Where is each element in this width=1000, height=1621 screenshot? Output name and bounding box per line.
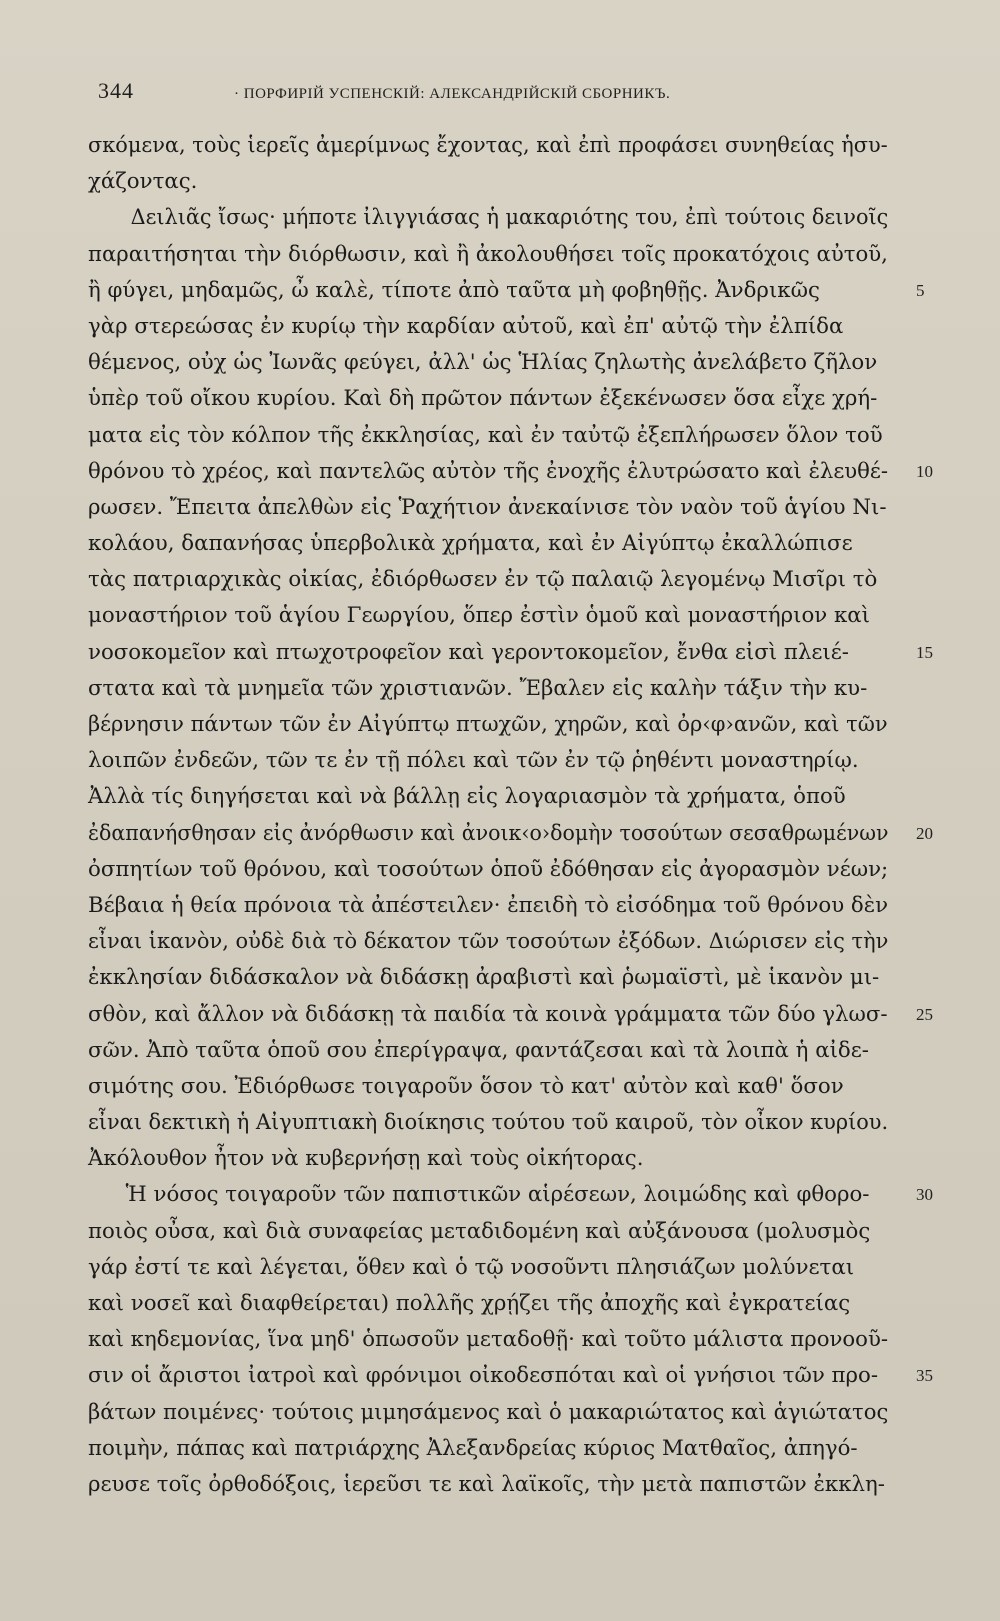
line-text: μοναστήριον τοῦ ἁγίου Γεωργίου, ὅπερ ἐστὶν ὁμοῦ καὶ μοναστήριον καὶ bbox=[88, 603, 871, 629]
text-line bbox=[88, 1467, 896, 1503]
text-line bbox=[88, 779, 896, 815]
line-text: σῶν. Ἀπὸ ταῦτα ὁποῦ σου ἐπερίγραψα, φαντάζεσαι καὶ τὰ λοιπὰ ἡ αἰδε- bbox=[88, 1037, 869, 1063]
line-text: ὑπὲρ τοῦ οἴκου κυρίου. Καὶ δὴ πρῶτον πάντων ἐξεκένωσεν ὅσα εἶχε χρή- bbox=[88, 386, 878, 412]
line-text: ὀσπητίων τοῦ θρόνου, καὶ τοσούτων ὁποῦ ἐδόθησαν εἰς ἀγορασμὸν νέων; bbox=[88, 856, 889, 882]
line-text: παραιτήσηται τὴν διόρθωσιν, καὶ ἢ ἀκολουθήσει τοῖς προκατόχοις αὐτοῦ, bbox=[88, 241, 888, 267]
text-line bbox=[88, 743, 896, 779]
text-line bbox=[88, 490, 896, 526]
line-number: 20 bbox=[916, 823, 933, 843]
text-line bbox=[88, 1033, 896, 1069]
line-text: εἶναι δεκτικὴ ἡ Αἰγυπτιακὴ διοίκησις τούτου τοῦ καιροῦ, τὸν οἶκον κυρίου. bbox=[88, 1110, 889, 1136]
line-text: λοιπῶν ἐνδεῶν, τῶν τε ἐν τῇ πόλει καὶ τῶν ἐν τῷ ῥηθέντι μοναστηρίῳ. bbox=[88, 748, 859, 774]
text-line bbox=[88, 1322, 896, 1358]
line-text: εἶναι ἱκανὸν, οὐδὲ διὰ τὸ δέκατον τῶν τοσούτων ἐξόδων. Διώρισεν εἰς τὴν bbox=[88, 929, 889, 955]
text-line bbox=[88, 237, 896, 273]
text-line bbox=[88, 1395, 896, 1431]
text-line bbox=[88, 1069, 896, 1105]
line-text: σκόμενα, τοὺς ἱερεῖς ἀμερίμνως ἔχοντας, καὶ ἐπὶ προφάσει συνηθείας ἡσυ- bbox=[88, 133, 888, 158]
line-text: Δειλιᾶς ἴσως· μήποτε ἰλιγγιάσας ἡ μακαριότης του, ἐπὶ τούτοις δεινοῖς bbox=[130, 205, 889, 231]
line-text: χάζοντας. bbox=[88, 169, 198, 195]
line-text: ρευσε τοῖς ὀρθοδόξοις, ἱερεῦσι τε καὶ λαϊκοῖς, τὴν μετὰ παπιστῶν ἐκκλη- bbox=[88, 1471, 885, 1497]
line-text: σιν οἱ ἄριστοι ἰατροὶ καὶ φρόνιμοι οἰκοδεσπόται καὶ οἱ γνήσιοι τῶν προ- bbox=[88, 1363, 879, 1389]
text-line bbox=[88, 562, 896, 598]
text-line bbox=[88, 997, 933, 1033]
line-text: γὰρ στερεώσας ἐν κυρίῳ τὴν καρδίαν αὐτοῦ, καὶ ἐπ' αὐτῷ τὴν ἐλπίδα bbox=[88, 313, 844, 339]
text-line bbox=[88, 1431, 896, 1467]
line-text: θρόνου τὸ χρέος, καὶ παντελῶς αὐτὸν τῆς ἐνοχῆς ἐλυτρώσατο καὶ ἐλευθέ- bbox=[88, 458, 889, 484]
text-line bbox=[88, 888, 896, 924]
line-text: στατα καὶ τὰ μνημεῖα τῶν χριστιανῶν. Ἔβαλεν εἰς καλὴν τάξιν τὴν κυ- bbox=[88, 675, 868, 701]
text-line bbox=[88, 816, 933, 852]
line-text: Ἀλλὰ τίς διηγήσεται καὶ νὰ βάλλῃ εἰς λογαριασμὸν τὰ χρήματα, ὁποῦ bbox=[88, 784, 846, 810]
text-line bbox=[88, 128, 896, 164]
line-text: σιμότης σου. Ἐδιόρθωσε τοιγαροῦν ὅσον τὸ κατ' αὐτὸν καὶ καθ' ὅσον bbox=[88, 1073, 844, 1099]
line-number: 25 bbox=[916, 1004, 933, 1024]
text-line bbox=[88, 1358, 933, 1394]
line-text: ἐδαπανήσθησαν εἰς ἀνόρθωσιν καὶ ἀνοικ‹ο›δομὴν τοσούτων σεσαθρωμένων bbox=[88, 820, 889, 846]
text-line bbox=[88, 852, 896, 888]
text-line bbox=[88, 671, 896, 707]
page-header bbox=[98, 74, 878, 114]
text-line bbox=[88, 273, 925, 309]
text-line bbox=[88, 635, 933, 671]
text-line bbox=[88, 418, 896, 454]
text-line bbox=[88, 381, 896, 417]
line-text: καὶ νοσεῖ καὶ διαφθείρεται) πολλῆς χρῄζει τῆς ἀποχῆς καὶ ἐγκρατείας bbox=[88, 1291, 851, 1316]
running-head: · ПОРФИРІЙ УСПЕНСКІЙ: АЛЕКСАНДРІЙСКІЙ СБОРНИКЪ. bbox=[234, 86, 671, 102]
line-number: 10 bbox=[916, 461, 933, 481]
body-text bbox=[88, 128, 933, 1503]
text-line bbox=[88, 1214, 896, 1250]
text-line bbox=[88, 309, 896, 345]
line-text: γάρ ἐστί τε καὶ λέγεται, ὅθεν καὶ ὁ τῷ νοσοῦντι πλησιάζων μολύνεται bbox=[88, 1254, 855, 1280]
line-text: βέρνησιν πάντων τῶν ἐν Αἰγύπτῳ πτωχῶν, χηρῶν, καὶ ὀρ‹φ›ανῶν, καὶ τῶν bbox=[88, 712, 888, 737]
line-text: ἐκκλησίαν διδάσκαλον νὰ διδάσκῃ ἀραβιστὶ καὶ ῥωμαϊστὶ, μὲ ἱκανὸν μι- bbox=[88, 965, 880, 991]
line-text: καὶ κηδεμονίας, ἵνα μηδ' ὁπωσοῦν μεταδοθῇ· καὶ τοῦτο μάλιστα προνοοῦ- bbox=[88, 1327, 889, 1353]
text-line bbox=[88, 345, 896, 381]
line-number: 35 bbox=[916, 1366, 933, 1386]
line-text: Βέβαια ἡ θεία πρόνοια τὰ ἀπέστειλεν· ἐπειδὴ τὸ εἰσόδημα τοῦ θρόνου δὲν bbox=[88, 892, 889, 918]
line-text: τὰς πατριαρχικὰς οἰκίας, ἐδιόρθωσεν ἐν τῷ παλαιῷ λεγομένῳ Μισῖρι τὸ bbox=[88, 567, 878, 593]
text-line bbox=[88, 707, 896, 743]
text-line bbox=[88, 1105, 896, 1141]
line-text: Ἡ νόσος τοιγαροῦν τῶν παπιστικῶν αἱρέσεων, λοιμώδης καὶ φθορο- bbox=[125, 1182, 870, 1208]
line-number: 5 bbox=[916, 280, 925, 300]
line-text: σθὸν, καὶ ἄλλον νὰ διδάσκῃ τὰ παιδία τὰ κοινὰ γράμματα τῶν δύο γλωσ- bbox=[88, 1001, 888, 1027]
text-line bbox=[88, 164, 896, 200]
text-line bbox=[88, 1141, 896, 1177]
line-text: βάτων ποιμένες· τούτοις μιμησάμενος καὶ ὁ μακαριώτατος καὶ ἁγιώτατος bbox=[88, 1399, 889, 1425]
text-line bbox=[88, 526, 896, 562]
text-line bbox=[88, 598, 896, 634]
line-text: Ἀκόλουθον ἦτον νὰ κυβερνήσῃ καὶ τοὺς οἰκήτορας. bbox=[88, 1146, 644, 1172]
line-number: 15 bbox=[916, 642, 933, 662]
line-number: 30 bbox=[916, 1185, 933, 1205]
text-line bbox=[88, 1286, 896, 1322]
text-line bbox=[88, 1177, 933, 1213]
line-text: ρωσεν. Ἔπειτα ἀπελθὼν εἰς Ῥαχήτιον ἀνεκαίνισε τὸν ναὸν τοῦ ἁγίου Νι- bbox=[88, 494, 887, 520]
text-line bbox=[88, 454, 933, 490]
line-text: κολάου, δαπανήσας ὑπερβολικὰ χρήματα, καὶ ἐν Αἰγύπτῳ ἐκαλλώπισε bbox=[88, 531, 853, 557]
line-text: ἢ φύγει, μηδαμῶς, ὦ καλὲ, τίποτε ἀπὸ ταῦτα μὴ φοβηθῇς. Ἀνδρικῶς bbox=[88, 277, 820, 303]
text-line bbox=[88, 200, 896, 236]
text-line bbox=[88, 924, 896, 960]
line-text: ποιὸς οὖσα, καὶ διὰ συναφείας μεταδιδομένη καὶ αὐξάνουσα (μολυσμὸς bbox=[88, 1218, 871, 1244]
line-text: θέμενος, οὐχ ὡς Ἰωνᾶς φεύγει, ἀλλ' ὡς Ἡλίας ζηλωτὴς ἀνελάβετο ζῆλον bbox=[88, 350, 878, 376]
text-line bbox=[88, 1250, 896, 1286]
page-number: 344 bbox=[98, 78, 134, 103]
line-text: ματα εἰς τὸν κόλπον τῆς ἐκκλησίας, καὶ ἐν ταὐτῷ ἐξεπλήρωσεν ὅλον τοῦ bbox=[88, 422, 883, 448]
line-text: ποιμὴν, πάπας καὶ πατριάρχης Ἀλεξανδρείας κύριος Ματθαῖος, ἀπηγό- bbox=[88, 1435, 858, 1461]
text-line bbox=[88, 960, 896, 996]
line-text: νοσοκομεῖον καὶ πτωχοτροφεῖον καὶ γεροντοκομεῖον, ἔνθα εἰσὶ πλειέ- bbox=[88, 639, 849, 665]
